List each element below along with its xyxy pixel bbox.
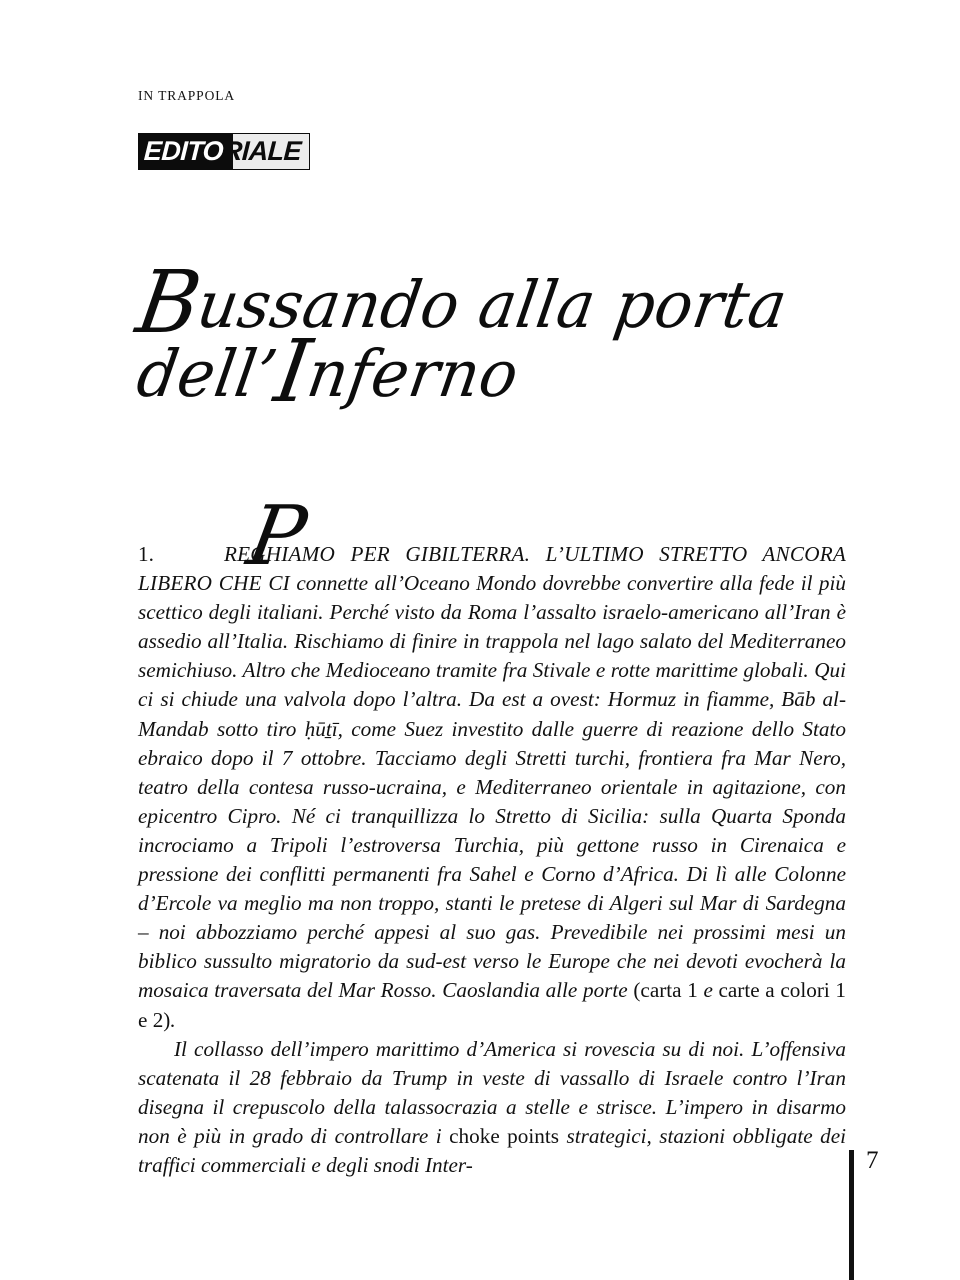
title-swash-b: B [130, 251, 207, 353]
lead-indent-spacer [138, 540, 224, 569]
paragraph-1 [138, 489, 846, 1035]
logo-segment-dark: EDITO [143, 136, 224, 166]
paragraph-2-part-a: Il collasso dell’impero marittimo d’America si rovescia su di noi. L’offensiva scatenata il 28 febbraio da Trump in veste di vassallo di Israele contro l’Iran disegna il crepuscolo della talassocrazia a stelle e strisce. L’impero in disarmo non è più in grado di controllare i [138, 1036, 846, 1148]
term-choke-points: choke points [449, 1123, 559, 1148]
page-number: 7 [866, 1147, 879, 1174]
paragraph-2 [138, 1035, 846, 1180]
section-number: 1. [138, 542, 154, 566]
paragraph-2-part-b: strategici, stazioni obbligate dei traffici commerciali e degli snodi Inter- [138, 1123, 846, 1177]
folio-rule [849, 1150, 854, 1280]
paragraph-1-tail: . [170, 1007, 176, 1032]
page-title [130, 251, 838, 422]
editoriale-logo [138, 133, 310, 170]
drop-cap-p: P [240, 489, 313, 584]
logo-segment-light: RIALE [222, 136, 302, 166]
figure-ref-close: carte a colori 1 e 2) [138, 978, 846, 1032]
logo-wordmark [139, 134, 309, 169]
figure-ref-italic: e [703, 978, 713, 1003]
title-line-1 [130, 251, 843, 353]
running-head: IN TRAPPOLA [138, 88, 236, 103]
title-swash-i: I [268, 320, 317, 422]
article-body [138, 489, 846, 1180]
title-line-2-prefix: dell’ [132, 335, 283, 412]
paragraph-1-body: connette all’Oceano Mondo dovrebbe convertire alla fede il più scettico degli italiani. Perché visto da Roma l’assalto israelo-americano all’Iran è assedio all’Italia. Rischiamo di finire in trappola nel lago salato del Mediterraneo semichiuso. Altro che Medioceano tramite fra Stivale e rotte marittime globali. Qui ci si chiude una valvola dopo l’altra. Da est a ovest: Hormuz in fiamme, Bāb al-Mandab sotto tiro ḥūṯī, come Suez investito dalle guerre di reazione dello Stato ebraico dopo il 7 ottobre. Tacciamo degli Stretti turchi, frontiera fra Mar Nero, teatro della contesa russo-ucraina, e Mediterraneo orientale in agitazione, con epicentro Cipro. Né ci tranquillizza lo Stretto di Sicilia: sulla Quarta Sponda incrociamo a Tripoli l’estroversa Turchia, più gettone russo in Cirenaica e pressione dei conflitti permanenti fra Sahel e Corno d’Africa. Di lì alle Colonne d’Ercole va meglio ma non troppo, stanti le pretese di Algeri sul Mar di Sardegna – noi abbozziamo perché appesi al suo gas. Prevedibile nei prossimi mesi un biblico sussulto migratorio da sud-est verso le Europe che nei devoti evocherà la mosaica traversata del Mar Rosso. Caoslandia alle porte [138, 571, 846, 1003]
figure-ref-open: (carta 1 [633, 978, 704, 1003]
title-line-2 [132, 320, 843, 422]
opening-small-caps: REGHIAMO PER GIBILTERRA. L’ULTIMO STRETTO ANCORA LIBERO CHE CI [138, 542, 846, 596]
title-line-2-rest: nferno [302, 335, 524, 412]
title-line-1-rest: ussando alla porta [192, 266, 793, 343]
